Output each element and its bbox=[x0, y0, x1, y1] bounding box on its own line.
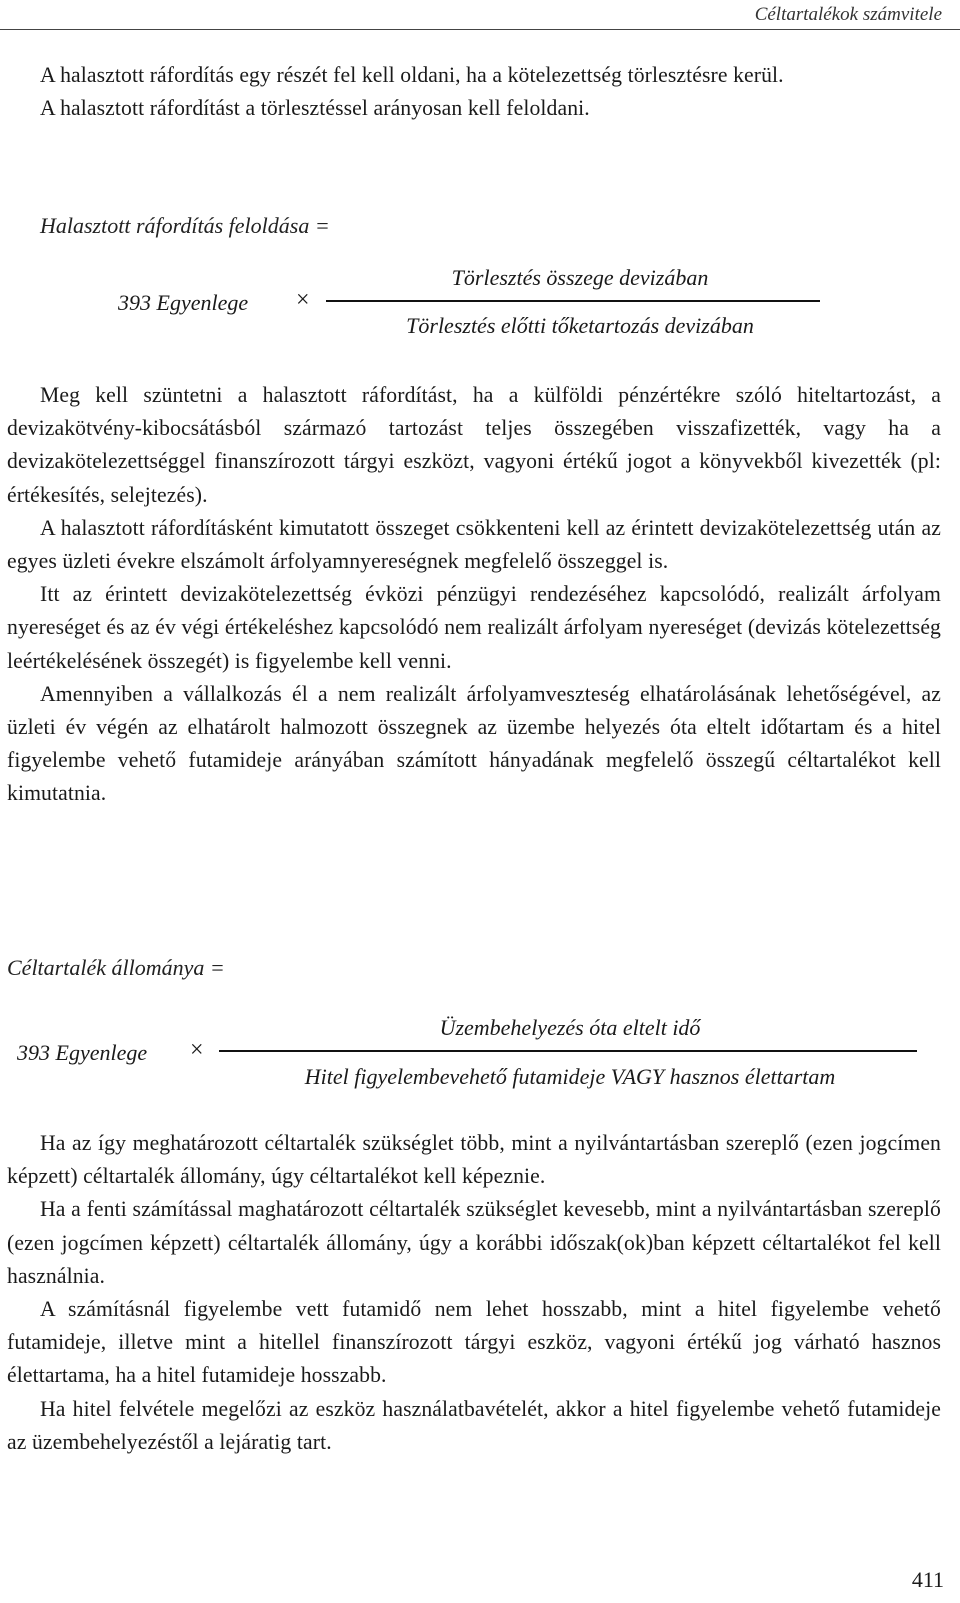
main-text-block bbox=[7, 379, 941, 811]
formula-1-fraction-bar bbox=[326, 300, 820, 302]
paragraph: A halasztott ráfordításként kimutatott összeget csökkenteni kell az érintett devizakötelezettség után az egyes üzleti évekre elszámolt árfolyamnyereségnek megfelelő összeggel is. bbox=[7, 515, 941, 574]
paragraph: Ha a fenti számítással maghatározott céltartalék szükséglet kevesebb, mint a nyilvántartásban szereplő (ezen jogcímen képzett) céltartalék állomány, úgy a korábbi időszak(ok)ban képzett céltartalékot fel kell használnia. bbox=[7, 1197, 941, 1288]
formula-1-lhs: 393 Egyenlege bbox=[118, 290, 249, 315]
paragraph: Ha az így meghatározott céltartalék szükséglet több, mint a nyilvántartásban szereplő (ezen jogcímen képzett) céltartalék állomány, úgy céltartalékot kell képeznie. bbox=[7, 1131, 941, 1189]
header-rule bbox=[0, 29, 960, 30]
formula-1-times: × bbox=[296, 287, 310, 313]
paragraph: A számításnál figyelembe vett futamidő nem lehet hosszabb, mint a hitel figyelembe vehető futamideje, illetve mint a hitellel finanszírozott tárgyi eszköz, vagyoni értékű jog várható hasznos élettartama, ha a hitel futamideje hosszabb. bbox=[7, 1297, 941, 1388]
paragraph: Itt az érintett devizakötelezettség évközi pénzügyi rendezéséhez kapcsolódó, realizált árfolyam nyereséget és az év végi értékeléshez kapcsolódó nem realizált árfolyam nyereséget (devizás kötelezettség leértékelésének összegét) is figyelembe kell venni. bbox=[7, 582, 941, 673]
formula-1-label: Halasztott ráfordítás feloldása = bbox=[40, 213, 330, 238]
formula-2-fraction-bar bbox=[219, 1050, 917, 1052]
running-header: Céltartalékok számvitele bbox=[754, 4, 942, 25]
page-number: 411 bbox=[911, 1567, 944, 1592]
formula-1-denominator: Törlesztés előtti tőketartozás devizában bbox=[406, 313, 754, 338]
intro-text-block bbox=[7, 59, 941, 125]
paragraph: A halasztott ráfordítás egy részét fel kell oldani, ha a kötelezettség törlesztésre kerül. bbox=[40, 63, 784, 87]
formula-1-numerator: Törlesztés összege devizában bbox=[451, 265, 709, 290]
paragraph: Amennyiben a vállalkozás él a nem realizált árfolyamveszteség elhatárolásának lehetőségével, az üzleti év végén az elhatárolt halmozott összegnek az üzembe helyezés óta eltelt időtartam és a hitel figyelembe vehető futamideje arányában számított hányadának megfelelő összegű céltartalékot kell kimutatnia. bbox=[7, 681, 941, 806]
formula-2-label: Céltartalék állománya = bbox=[7, 955, 225, 980]
paragraph: A halasztott ráfordítást a törlesztéssel arányosan kell feloldani. bbox=[40, 96, 590, 121]
formula-2-lhs: 393 Egyenlege bbox=[17, 1040, 148, 1065]
closing-text-block bbox=[7, 1127, 941, 1459]
paragraph: Ha hitel felvétele megelőzi az eszköz használatbavételét, akkor a hitel figyelembe vehető futamideje az üzembehelyezéstől a lejáratig tart. bbox=[7, 1396, 941, 1454]
formula-2-numerator: Üzembehelyezés óta eltelt idő bbox=[439, 1015, 701, 1040]
formula-2-denominator: Hitel figyelembevehető futamideje VAGY hasznos élettartam bbox=[304, 1064, 836, 1089]
formula-2-times: × bbox=[190, 1037, 204, 1063]
paragraph: Meg kell szüntetni a halasztott ráfordítást, ha a külföldi pénzértékre szóló hiteltartozást, a devizakötvény-kibocsátásból származó tartozást teljes összegében visszafizették, vagy ha a devizakötelezettséggel finanszírozott tárgyi eszközt, vagyoni értékű jogot a könyvekből kivezették (pl: értékesítés, selejtezés). bbox=[7, 383, 941, 507]
